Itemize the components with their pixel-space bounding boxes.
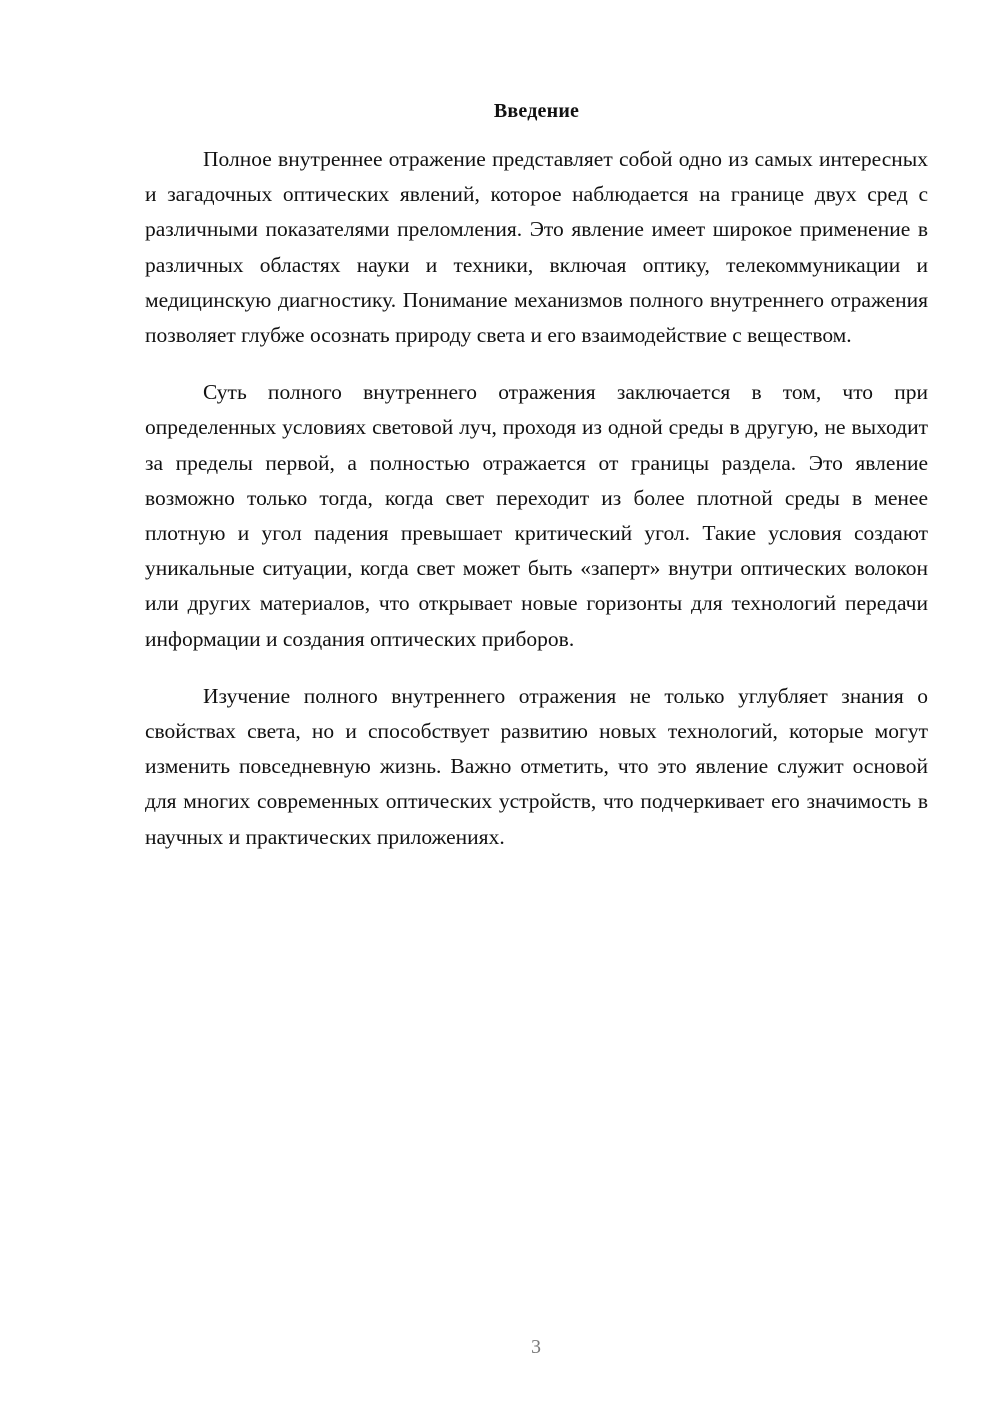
page-number: 3 [531, 1336, 541, 1358]
paragraph-1: Полное внутреннее отражение представляет собой одно из самых интересных и загадочных оптических явлений, которое наблюдается на границе двух сред с различными показателями преломления. Это явление имеет широкое применение в различных областях науки и техники, включая оптику, телекоммуникации и медицинскую диагностику. Понимание механизмов полного внутреннего отражения позволяет глубже осознать природу света и его взаимодействие с веществом. [145, 147, 928, 348]
page-content [145, 96, 928, 877]
paragraph-3: Изучение полного внутреннего отражения не только углубляет знания о свойствах света, но и способствует развитию новых технологий, которые могут изменить повседневную жизнь. Важно отметить, что это явление служит основой для многих современных оптических устройств, что подчеркивает его значимость в научных и практических приложениях. [145, 683, 928, 849]
paragraph-2: Суть полного внутреннего отражения заключается в том, что при определенных условиях световой луч, проходя из одной среды в другую, не выходит за пределы первой, а полностью отражается от границы раздела. Это явление возможно только тогда, когда свет переходит из более плотной среды в менее плотную и угол падения превышает критический угол. Такие условия создают уникальные ситуации, когда свет может быть «заперт» внутри оптических волокон или других материалов, что открывает новые горизонты для технологий передачи информации и создания оптических приборов. [145, 380, 928, 651]
section-heading: Введение [493, 100, 580, 122]
